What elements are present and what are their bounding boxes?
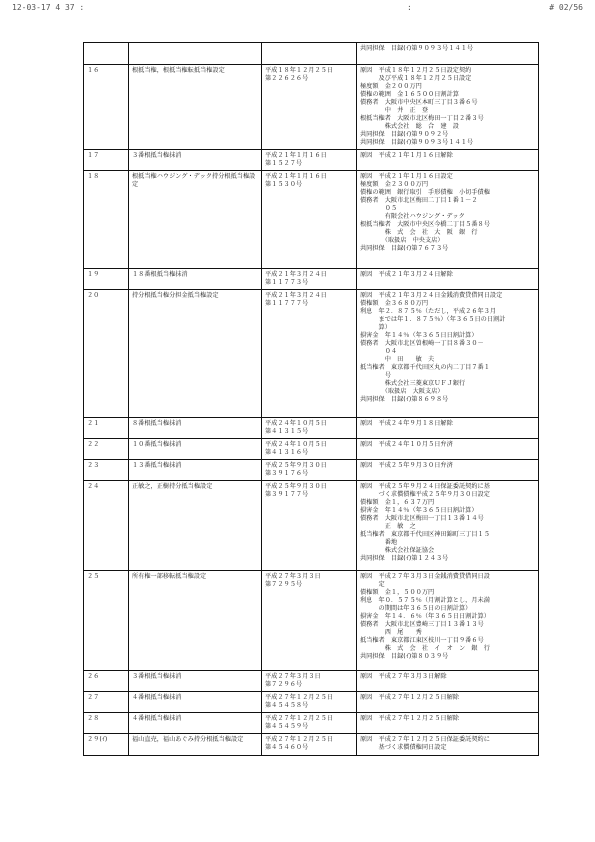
table-row [84,150,539,171]
receipt-line: 平成２４年１０月５日 [265,420,327,427]
rank-number: ２８ [87,715,100,722]
registration-purpose: １３番抵当権抹消 [132,462,182,469]
registration-purpose: ４番根抵当権抹消 [132,715,182,722]
receipt-cell [262,481,357,571]
receipt-line: 第４５４５８号 [265,702,309,709]
detail-line: づく求償債権平成２５年９月３０日設定 [360,491,490,498]
detail-line: 原因 平成２５年９月２４日保証委託契約に基 [360,483,490,490]
detail-line: 債権額 金１，５００万円 [360,589,435,596]
receipt-cell [262,150,357,171]
receipt-line: 第１１７７３号 [265,279,309,286]
rank-number-cell [84,692,129,713]
receipt-cell [262,418,357,439]
detail-line: 極度額 金２３００万円 [360,181,429,188]
receipt-line: 平成２１年３月２４日 [265,271,327,278]
detail-line: （取扱店 大阪支店） [360,388,444,395]
table-row [84,418,539,439]
detail-line: 及び平成１８年１２月２５日設定 [360,75,472,82]
detail-line: ０４ [360,348,398,355]
rank-number-cell [84,269,129,290]
receipt-line: 平成２１年１月１６日 [265,173,327,180]
registration-purpose: 根抵当権，根抵当権転抵当権設定 [132,67,225,74]
detail-line: 原因 平成２７年３月３日解除 [360,673,447,680]
receipt-line: 第４５４５９号 [265,723,309,730]
rank-number-cell [84,671,129,692]
detail-line: 債務者 大阪市北区梅田一丁目１３番１４号 [360,515,484,522]
rank-number: ２２ [87,441,100,448]
registration-purpose: １８番根抵当権抹消 [132,271,188,278]
purpose-cell [129,671,262,692]
rank-number-cell [84,460,129,481]
receipt-cell [262,43,357,65]
table-row [84,269,539,290]
receipt-cell [262,671,357,692]
details-cell [357,290,539,418]
receipt-line: 第１１７７７号 [265,300,309,307]
detail-line: 損害金 年１４％（年３６５日日割計算） [360,507,478,514]
detail-line: 極度額 金２００万円 [360,83,422,90]
rank-number-cell [84,713,129,734]
detail-line: 算） [360,324,391,331]
detail-line: 原因 平成１８年１２月２５日設定契約 [360,67,472,74]
details-cell [357,171,539,269]
details-cell [357,692,539,713]
table-row [84,671,539,692]
receipt-cell [262,734,357,756]
detail-line: 原因 平成２７年１２月２５日解除 [360,694,459,701]
receipt-line: 平成２４年１０月５日 [265,441,327,448]
purpose-cell [129,269,262,290]
detail-line: 債務者 大阪市北区豊崎三丁目１３番１３号 [360,621,484,628]
receipt-cell [262,713,357,734]
receipt-line: 平成２１年１月１６日 [265,152,327,159]
table-row [84,734,539,756]
receipt-line: 第７２９６号 [265,681,303,688]
receipt-line: 第３９１７７号 [265,491,309,498]
fax-header-right: # 02/56 [549,3,583,12]
detail-line: 損害金 年１４．６％（年３６５日日割計算） [360,613,490,620]
receipt-line: 第１５２７号 [265,160,303,167]
rank-number: ２３ [87,462,100,469]
details-cell [357,713,539,734]
detail-line: 基づく求償債権同日設定 [360,744,447,751]
details-cell [357,481,539,571]
purpose-cell [129,713,262,734]
registration-purpose: ３番根抵当権抹消 [132,673,182,680]
detail-line: までは年１．８７５％）（年３６５日の日割計 [360,316,506,323]
rank-number-cell [84,439,129,460]
detail-line: 原因 平成２７年１２月２５日保証委託契約に [360,736,490,743]
receipt-cell [262,171,357,269]
rank-number-cell [84,171,129,269]
purpose-cell [129,171,262,269]
purpose-cell [129,460,262,481]
receipt-cell [262,439,357,460]
registration-purpose: 正敏之，正樹持分抵当権設定 [132,483,213,490]
rank-number-cell [84,734,129,756]
registration-purpose: 所有権一部移転抵当権設定 [132,573,207,580]
rank-number-cell [84,418,129,439]
table-row [84,481,539,571]
details-cell [357,269,539,290]
receipt-cell [262,460,357,481]
purpose-cell [129,65,262,150]
detail-line: 利息 年２．８７５％（ただし，平成２６年３月 [360,308,497,315]
receipt-line: 第７２９５号 [265,581,303,588]
rank-number-cell [84,150,129,171]
rank-number: ２６ [87,673,100,680]
receipt-line: 平成２７年１２月２５日 [265,736,334,743]
rank-number: １９ [87,271,100,278]
registration-purpose: ３番根抵当権抹消 [132,152,182,159]
detail-line: ０５ [360,205,398,212]
rank-number: ２０ [87,292,100,299]
detail-line: 抵当権者 東京都千代田区神田錦町三丁目１５ [360,531,490,538]
rank-number: １７ [87,152,100,159]
detail-line: 原因 平成２４年９月１８日解除 [360,420,453,427]
table-row [84,692,539,713]
purpose-cell [129,692,262,713]
detail-line: 号 [360,372,391,379]
fax-header-middle: : [407,3,412,12]
detail-line: 債務者 大阪市北区梅田二丁目１番１－２ [360,197,478,204]
details-cell [357,65,539,150]
detail-line: 原因 平成２１年３月２４日金銭消費貸借同日設定 [360,292,503,299]
purpose-cell [129,734,262,756]
detail-line: 原因 平成２１年１月１６日設定 [360,173,453,180]
receipt-line: 第１５３０号 [265,181,303,188]
detail-line: 株式会社三菱東京ＵＦＪ銀行 [360,380,466,387]
detail-line: 抵当権者 東京都江東区枝川一丁目９番６号 [360,637,484,644]
detail-line: 原因 平成２７年１２月２５日解除 [360,715,459,722]
rank-number: １６ [87,67,100,74]
receipt-cell [262,571,357,671]
receipt-line: 第４１３１６号 [265,449,309,456]
purpose-cell [129,571,262,671]
receipt-line: 平成１８年１２月２５日 [265,67,334,74]
receipt-line: 平成２７年１２月２５日 [265,715,334,722]
detail-line: 根抵当権者 大阪市中央区今橋二丁目５番８号 [360,221,490,228]
rank-number-cell [84,290,129,418]
detail-line: 債権の範囲 金１６５００日割計算 [360,91,459,98]
rank-number-cell [84,65,129,150]
purpose-cell [129,290,262,418]
receipt-line: 平成２５年９月３０日 [265,462,327,469]
details-cell [357,460,539,481]
rank-number: ２１ [87,420,100,427]
table-row [84,171,539,269]
rank-number-cell [84,571,129,671]
details-cell [357,150,539,171]
purpose-cell [129,481,262,571]
detail-line: 債務者 大阪市中央区本町三丁目３番６号 [360,99,478,106]
detail-line: 原因 平成２５年９月３０日弁済 [360,462,453,469]
details-cell [357,671,539,692]
detail-line: 原因 平成２４年１０月５日弁済 [360,441,453,448]
table-row [84,65,539,150]
registration-purpose: １０番抵当権抹消 [132,441,182,448]
receipt-line: 平成２７年１２月２５日 [265,694,334,701]
purpose-cell [129,418,262,439]
detail-line: 損害金 年１４％（年３６５日日割計算） [360,332,478,339]
detail-line: 株 式 会 社 大 阪 銀 行 [360,229,478,236]
receipt-line: 第４５４６０号 [265,744,309,751]
detail-line: 株 式 会 社 イ オ ン 銀 行 [360,645,490,652]
table-row [84,571,539,671]
detail-line: 共同担保 目録(ｲ)第９０９３号１４１号 [360,139,474,146]
detail-line: 西 尾 秀 [360,629,422,636]
detail-line: 株式会社 総 合 建 設 [360,123,459,130]
fax-header [12,3,583,15]
receipt-cell [262,65,357,150]
detail-line: 中 井 正 登 [360,107,429,114]
registration-purpose: ８番根抵当権抹消 [132,420,182,427]
rank-number: ２４ [87,483,100,490]
detail-line: 共同担保 目録(ｲ)第９０９２号 [360,131,449,138]
table-row [84,43,539,65]
detail-line: 債権の範囲 銀行取引 手形債権 小切手債権 [360,189,490,196]
detail-line: 原因 平成２１年１月１６日解除 [360,152,453,159]
detail-line: 定 [360,581,385,588]
rank-number: ２７ [87,694,100,701]
registration-purpose: 福山直売，福山あぐみ持分根抵当権設定 [132,736,244,743]
detail-line: 債権額 金１，６３７万円 [360,499,435,506]
detail-line: 共同担保 目録(ｲ)第９０９３号１４１号 [360,45,474,52]
detail-line: 共同担保 目録(ｲ)第８６９８号 [360,396,449,403]
detail-line: 有限会社ハウジング・デック [360,213,465,220]
detail-line: 正 敏 之 [360,523,416,530]
details-cell [357,571,539,671]
fax-header-left: 12-03-17 4 37 : [12,3,85,12]
table-row [84,460,539,481]
receipt-cell [262,692,357,713]
receipt-cell [262,269,357,290]
registration-purpose: ４番根抵当権抹消 [132,694,182,701]
rank-number: ２５ [87,573,100,580]
receipt-cell [262,290,357,418]
rank-number-cell [84,481,129,571]
detail-line: 根抵当権者 大阪市北区梅田一丁目２番３号 [360,115,484,122]
detail-line: 債務者 大阪市北区曽根崎一丁目８番３０－ [360,340,484,347]
registration-purpose: 持分根抵当権分担金抵当権設定 [132,292,219,299]
details-cell [357,418,539,439]
purpose-cell [129,439,262,460]
registration-purpose: 根抵当権ハウジング・デック持分根抵当権設定 [132,173,256,188]
detail-line: の期間は年３６５日の日割計算） [360,605,472,612]
table-row [84,290,539,418]
registry-table [83,42,539,756]
detail-line: 利息 年０．５７５％（月割計算とし，月未満 [360,597,490,604]
details-cell [357,734,539,756]
receipt-line: 第３９１７６号 [265,470,309,477]
detail-line: 原因 平成２７年３月３日金銭消費貸借同日設 [360,573,490,580]
receipt-line: 平成２７年３月３日 [265,573,321,580]
details-cell [357,439,539,460]
detail-line: 中 田 敏 夫 [360,356,435,363]
table-row [84,439,539,460]
detail-line: 共同担保 目録(ｲ)第８０３９号 [360,653,449,660]
detail-line: 債権額 金３６８０万円 [360,300,429,307]
receipt-line: 第４１３１５号 [265,428,309,435]
receipt-line: 第２２６２６号 [265,75,309,82]
receipt-line: 平成２７年３月３日 [265,673,321,680]
registry-rows [84,43,539,756]
details-cell [357,43,539,65]
receipt-line: 平成２５年９月３０日 [265,483,327,490]
detail-line: 共同担保 目録(ｲ)第１２４３号 [360,555,449,562]
detail-line: 共同担保 目録(ｲ)第７６７３号 [360,245,449,252]
rank-number: １８ [87,173,100,180]
purpose-cell [129,43,262,65]
detail-line: 原因 平成２１年３月２４日解除 [360,271,453,278]
detail-line: 株式会社保証協会 [360,547,435,554]
receipt-line: 平成２１年３月２４日 [265,292,327,299]
detail-line: 番地 [360,539,398,546]
detail-line: （取扱店 中央支店） [360,237,444,244]
rank-number-cell [84,43,129,65]
purpose-cell [129,150,262,171]
table-row [84,713,539,734]
rank-number: ２９(ｲ) [87,736,108,743]
detail-line: 抵当権者 東京都千代田区丸の内二丁目７番１ [360,364,490,371]
